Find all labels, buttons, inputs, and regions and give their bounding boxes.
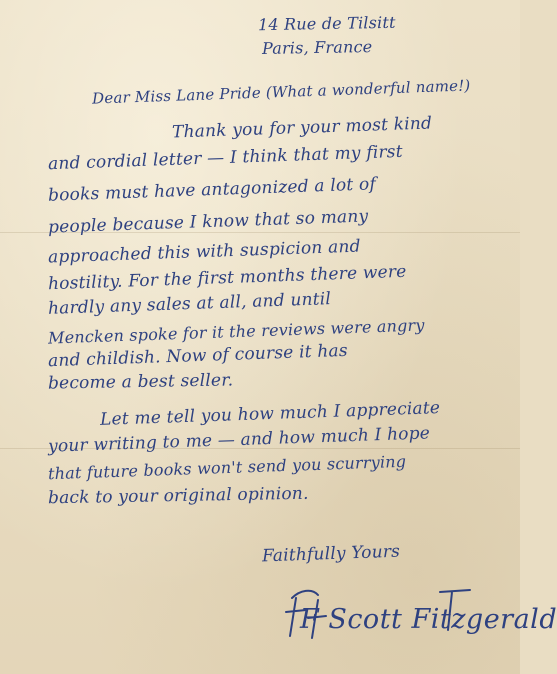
- address-line-street: 14 Rue de Tilsitt: [257, 12, 396, 35]
- body-line: Mencken spoke for it the reviews were angry: [47, 315, 425, 348]
- address-line-city: Paris, France: [261, 37, 373, 58]
- body-line: books must have antagonized a lot of: [47, 174, 377, 206]
- closing: Faithfully Yours: [261, 541, 401, 567]
- body-line: your writing to me — and how much I hope: [47, 423, 431, 457]
- body-line: back to your original opinion.: [47, 483, 309, 509]
- body-line: that future books won't send you scurrying: [47, 451, 407, 484]
- body-line: and cordial letter — I think that my first: [47, 141, 404, 175]
- body-line: approached this with suspicion and: [47, 236, 362, 268]
- salutation: Dear Miss Lane Pride (What a wonderful name!): [91, 76, 471, 108]
- body-line: Let me tell you how much I appreciate: [99, 398, 441, 430]
- body-line: people because I know that so many: [47, 206, 369, 238]
- body-line: hardly any sales at all, and until: [47, 289, 332, 319]
- signature: F Scott Fitzgerald: [300, 604, 557, 635]
- body-line: hostility. For the first months there were: [47, 261, 407, 295]
- body-line: and childish. Now of course it has: [47, 340, 349, 372]
- body-line: become a best seller.: [47, 370, 234, 394]
- body-line: Thank you for your most kind: [171, 113, 433, 143]
